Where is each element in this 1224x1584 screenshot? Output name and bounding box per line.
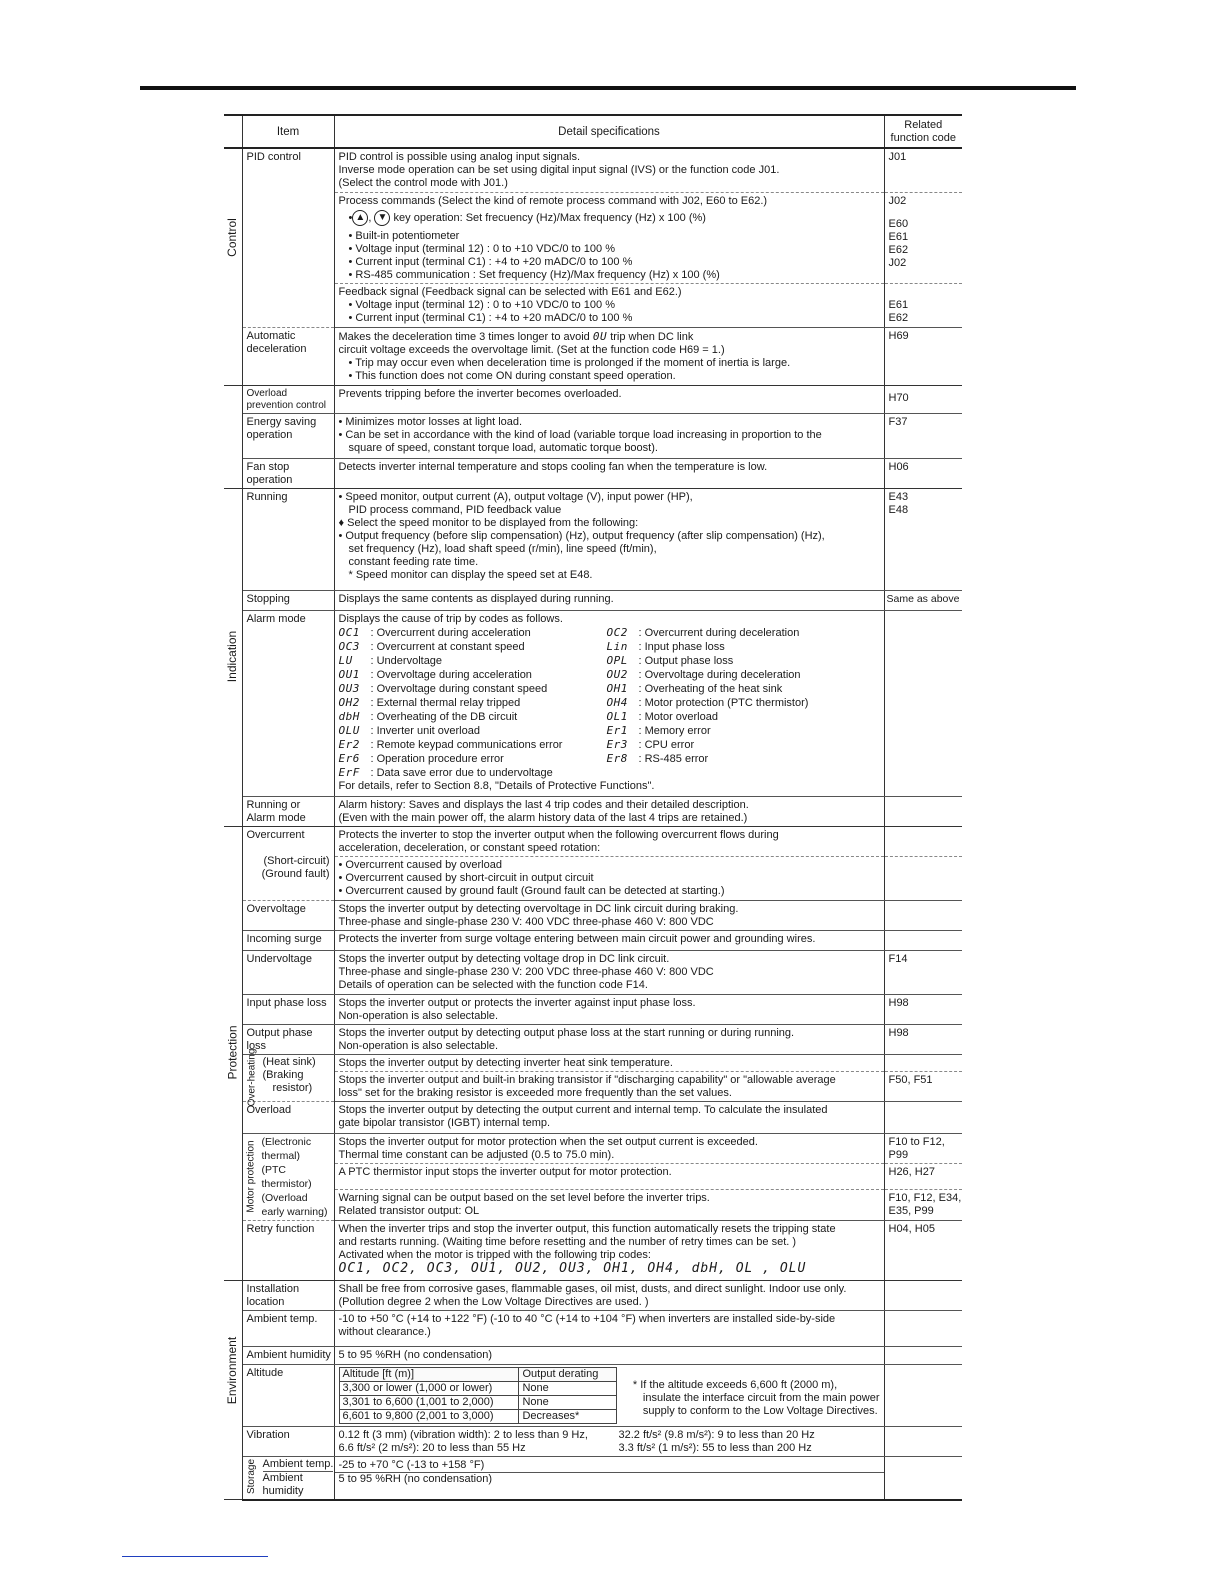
up-key-icon: ▲: [352, 210, 368, 226]
code-f37: F37: [884, 413, 962, 458]
alarm-code-entry: [339, 766, 607, 780]
alarm-code: OU1: [338, 667, 360, 681]
alarm-code: OC1: [338, 625, 360, 639]
code-f50-f51: F50, F51: [884, 1071, 962, 1101]
code-h98-output: H98: [884, 1024, 962, 1054]
alarm-mode-detail: Displays the cause of trip by codes as follows. OC1 : Overcurrent during acceleration OC2 : Overcurrent during deceleration OC3 : Overcurrent at constant speed Lin : Input phase loss LU : Undervoltage OPL : Output phase loss OU1 : Overvoltage during acceleration OU2 : Overvoltage during deceleration OU3 : Overvoltage during constant speed OH1 : Overheating of the heat sink OH2 : External thermal relay tripped OH4 : Motor protection (PTC thermistor) dbH : Overheating of the DB circuit OL1 : Motor overload OLU : Inverter unit overload Er1 : Memory error Er2 : Remote keypad communications error Er3 : CPU error Er6 : Operation procedure error Er8 : RS-485 error ErF : Data save error due to undervoltage For details, refer to Section 8.8, "Details of Protective Functions".: [334, 610, 884, 796]
auto-decel-detail: Makes the deceleration time 3 times longer to avoid 0U trip when DC link circuit voltage exceeds the overvoltage limit. (Set at the function code H69 = 1.) • Trip may occur even when deceleration time is prolonged if the moment of inertia is large. • This function does not come ON during constant speed operation.: [334, 327, 884, 385]
alarm-description: : Memory error: [638, 724, 711, 737]
altitude-row: [339, 1395, 616, 1409]
alarm-code: Er6: [338, 751, 360, 765]
alarm-code-entry: [607, 710, 869, 724]
item-running: Running: [242, 488, 334, 590]
alarm-description: : Overvoltage during constant speed: [370, 682, 548, 695]
output-derating: None: [519, 1395, 616, 1409]
alarm-description: : CPU error: [638, 738, 695, 751]
retry-detail: When the inverter trips and stop the inverter output, this function automatically resets the tripping state and restarts running. (Waiting time before resetting and the number of retry times can be set. ) Activated when the motor is tripped with the following trip codes: OC1, OC2, OC3, OU1, OU2, OU3, OH1, OH4, dbH, OL , OLU: [334, 1220, 884, 1280]
installation-detail: Shall be free from corrosive gases, flammable gases, oil mist, dusts, and direct sunlight. Indoor use only. (Pollution degree 2 when the Low Voltage Directives are used. ): [334, 1280, 884, 1310]
item-overload-prevention: Overload prevention control: [242, 385, 334, 413]
alarm-code: OU3: [338, 681, 360, 695]
alarm-history-detail: Alarm history: Saves and displays the last 4 trip codes and their detailed description. (Even with the main power off, the alarm history data of the last 4 trips are retained.): [334, 796, 884, 826]
code-h69: H69: [884, 327, 962, 385]
storage-label: Storage: [246, 1458, 257, 1495]
altitude-row: [339, 1381, 616, 1395]
header-item: Item: [242, 115, 334, 148]
section-environment: Environment: [225, 1336, 240, 1405]
alarm-code: OH2: [338, 695, 360, 709]
overcurrent-detail: Protects the inverter to stop the inverter output when the following overcurrent flows during acceleration, deceleration, or constant speed rotation:: [334, 826, 884, 856]
alarm-code-entry: [339, 738, 607, 752]
alarm-code: OLU: [338, 723, 360, 737]
top-rule: [140, 86, 1076, 90]
item-overcurrent: Overcurrent (Short-circuit) (Ground fault): [242, 826, 334, 900]
overheat-heatsink-detail: Stops the inverter output by detecting inverter heat sink temperature.: [334, 1054, 884, 1071]
overheat-braking-detail: Stops the inverter output and built-in braking transistor if "discharging capability" or "allowable average loss" set for the braking resistor is exceeded more frequently than the set values.: [334, 1071, 884, 1101]
item-overvoltage: Overvoltage: [242, 900, 334, 930]
code-f14: F14: [884, 950, 962, 994]
code-h26-h27: H26, H27: [884, 1163, 962, 1189]
alarm-code-entry: [607, 766, 869, 780]
spec-table: [224, 114, 962, 1506]
codes-feedback: E61 E62: [884, 283, 962, 327]
item-energy-saving: Energy saving operation: [242, 413, 334, 458]
overcurrent-causes: • Overcurrent caused by overload • Overcurrent caused by short-circuit in output circuit • Overcurrent caused by ground fault (Ground fault can be detected at starting.): [334, 856, 884, 900]
codes-running: E43 E48: [884, 488, 962, 590]
motor-ptc-detail: A PTC thermistor input stops the inverter output for motor protection.: [334, 1163, 884, 1189]
undervoltage-detail: Stops the inverter output by detecting voltage drop in DC link circuit. Three-phase and single-phase 230 V: 200 VDC three-phase 460 V: 800 VDC Details of operation can be selected with the function code F14.: [334, 950, 884, 994]
alarm-code-entry: [339, 752, 607, 766]
alarm-description: : Overvoltage during acceleration: [370, 668, 532, 681]
alarm-description: : Motor protection (PTC thermistor): [638, 696, 809, 709]
fan-stop-detail: Detects inverter internal temperature and stops cooling fan when the temperature is low.: [334, 458, 884, 488]
alarm-description: : Operation procedure error: [370, 752, 504, 765]
header-detail: Detail specifications: [334, 115, 884, 148]
section-indication: Indication: [225, 630, 240, 683]
retry-trip-codes: OC1, OC2, OC3, OU1, OU2, OU3, OH1, OH4, dbH, OL , OLU: [338, 1260, 807, 1276]
code-h98-input: H98: [884, 994, 962, 1024]
item-altitude: Altitude: [242, 1364, 334, 1426]
item-storage: Storage Ambient temp. Ambient humidity: [242, 1456, 334, 1500]
item-fan-stop: Fan stop operation: [242, 458, 334, 488]
energy-saving-detail: • Minimizes motor losses at light load. • Can be set in accordance with the kind of load (variable torque load increasing in proportion to the square of speed, constant torque load, automatic torque boost).: [334, 413, 884, 458]
alarm-code: OPL: [606, 653, 628, 667]
alarm-code-entry: [339, 724, 607, 738]
item-vibration: Vibration: [242, 1426, 334, 1456]
alarm-code: OU2: [606, 667, 628, 681]
alarm-code-list: [339, 626, 880, 780]
item-retry-function: Retry function: [242, 1220, 334, 1280]
alarm-code-entry: [607, 696, 869, 710]
item-ambient-temp: Ambient temp.: [242, 1310, 334, 1346]
alarm-code-entry: [339, 696, 607, 710]
altitude-note: * If the altitude exceeds 6,600 ft (2000 m), insulate the interface circuit from the main power supply to conform to the Low Voltage Directives.: [632, 1378, 880, 1417]
alarm-code: OL1: [606, 709, 628, 723]
alarm-description: : Undervoltage: [370, 654, 443, 667]
alarm-code-entry: [339, 640, 607, 654]
alarm-code: OH4: [606, 695, 628, 709]
alarm-code: OH1: [606, 681, 628, 695]
alarm-code-entry: [607, 752, 869, 766]
vibration-detail: 0.12 ft (3 mm) (vibration width): 2 to less than 9 Hz, 6.6 ft/s² (2 m/s²): 20 to less than 55 Hz 32.2 ft/s² (9.8 m/s²): 9 to less than 20 Hz 3.3 ft/s² (1 m/s²): 55 to less than 200 Hz: [334, 1426, 884, 1456]
bottom-rule: [122, 1556, 268, 1557]
alarm-code: ErF: [338, 765, 360, 779]
ambient-temp-detail: -10 to +50 °C (+14 to +122 °F) (-10 to 40 °C (+14 to +104 °F) when inverters are installed side-by-side without clearance.): [334, 1310, 884, 1346]
alarm-description: : Data save error due to undervoltage: [370, 766, 553, 779]
stopping-detail: Displays the same contents as displayed during running.: [334, 590, 884, 610]
alarm-code-entry: [607, 668, 869, 682]
alarm-code: dbH: [338, 709, 360, 723]
altitude-range: 3,300 or lower (1,000 or lower): [339, 1381, 519, 1395]
alarm-description: : Overcurrent at constant speed: [370, 640, 525, 653]
over-heating-label: Over-heating: [246, 1048, 257, 1107]
alarm-code-entry: [607, 654, 869, 668]
code-h06: H06: [884, 458, 962, 488]
output-derating: Decreases*: [519, 1409, 616, 1423]
incoming-surge-detail: Protects the inverter from surge voltage entering between main circuit power and grounding wires.: [334, 930, 884, 950]
alarm-code: OC2: [606, 625, 628, 639]
storage-detail: -25 to +70 °C (-13 to +158 °F) 5 to 95 %RH (no condensation): [334, 1456, 884, 1500]
alarm-description: : Input phase loss: [638, 640, 725, 653]
alarm-description: : Overcurrent during deceleration: [638, 626, 800, 639]
alarm-code-entry: [607, 682, 869, 696]
code-same-as-above: Same as above: [884, 590, 962, 610]
overload-detail: Stops the inverter output by detecting the output current and internal temp. To calculate the insulated gate bipolar transistor (IGBT) internal temp.: [334, 1101, 884, 1133]
input-phase-detail: Stops the inverter output or protects the inverter against input phase loss. Non-operation is also selectable.: [334, 994, 884, 1024]
alarm-code-entry: [339, 682, 607, 696]
alarm-description: : External thermal relay tripped: [370, 696, 521, 709]
storage-ambient-temp-label: Ambient temp.: [262, 1457, 334, 1470]
altitude-range: 3,301 to 6,600 (1,001 to 2,000): [339, 1395, 519, 1409]
alarm-description: : Remote keypad communications error: [370, 738, 563, 751]
item-alarm-mode: Alarm mode: [242, 610, 334, 796]
alarm-description: : Overcurrent during acceleration: [370, 626, 531, 639]
alarm-description: : Overheating of the heat sink: [638, 682, 783, 695]
alarm-description: : Motor overload: [638, 710, 718, 723]
altitude-derating-table: [339, 1367, 617, 1424]
item-motor-protection: Motor protection (Electronic thermal) (PTC thermistor) (Overload early warning): [242, 1133, 334, 1220]
alarm-code-entry: [607, 626, 869, 640]
output-derating: None: [519, 1381, 616, 1395]
alarm-code: Lin: [606, 639, 628, 653]
alarm-code: Er3: [606, 737, 628, 751]
item-output-phase-loss: Output phase loss: [242, 1024, 334, 1054]
overload-prevention-detail: Prevents tripping before the inverter becomes overloaded.: [334, 385, 884, 413]
item-installation-location: Installation location: [242, 1280, 334, 1310]
item-incoming-surge: Incoming surge: [242, 930, 334, 950]
codes-early-warning: F10, F12, E34, E35, P99: [884, 1190, 962, 1220]
alarm-code: OC3: [338, 639, 360, 653]
alarm-description: : Output phase loss: [638, 654, 734, 667]
item-undervoltage: Undervoltage: [242, 950, 334, 994]
item-input-phase-loss: Input phase loss: [242, 994, 334, 1024]
pid-feedback: Feedback signal (Feedback signal can be selected with E61 and E62.) • Voltage input (terminal 12) : 0 to +10 VDC/0 to 100 % • Current input (terminal C1) : +4 to +20 mADC/0 to 100 %: [334, 283, 884, 327]
codes-process: J02 E60 E61 E62 J02: [884, 192, 962, 283]
alarm-code-entry: [607, 738, 869, 752]
alarm-description: : RS-485 error: [638, 752, 709, 765]
alarm-code-entry: [607, 640, 869, 654]
alarm-description: : Overheating of the DB circuit: [370, 710, 518, 723]
alarm-code: Er2: [338, 737, 360, 751]
item-stopping: Stopping: [242, 590, 334, 610]
alarm-code-entry: [339, 668, 607, 682]
ambient-humidity-detail: 5 to 95 %RH (no condensation): [334, 1346, 884, 1364]
altitude-detail: [334, 1364, 884, 1426]
code-j01: J01: [884, 148, 962, 192]
alarm-code: Er8: [606, 751, 628, 765]
alarm-code-entry: [339, 654, 607, 668]
down-key-icon: ▼: [374, 210, 390, 226]
item-overload: Overload: [242, 1101, 334, 1133]
section-protection: Protection: [225, 1025, 240, 1080]
alarm-code-entry: [339, 626, 607, 640]
motor-thermal-detail: Stops the inverter output for motor protection when the set output current is exceeded. Thermal time constant can be adjusted (0.5 to 75.0 min).: [334, 1133, 884, 1163]
code-h70: H70: [884, 385, 962, 413]
item-automatic-deceleration: Automatic deceleration: [242, 327, 334, 385]
altitude-row: [339, 1409, 616, 1423]
overvoltage-detail: Stops the inverter output by detecting overvoltage in DC link circuit during braking. Three-phase and single-phase 230 V: 400 VDC three-phase 460 V: 800 VDC: [334, 900, 884, 930]
motor-protection-label: Motor protection: [246, 1140, 258, 1213]
section-control: Control: [225, 217, 240, 257]
code-h04-h05: H04, H05: [884, 1220, 962, 1280]
item-running-or-alarm: Running or Alarm mode: [242, 796, 334, 826]
altitude-range: 6,601 to 9,800 (2,001 to 3,000): [339, 1409, 519, 1423]
codes-electronic-thermal: F10 to F12, P99: [884, 1133, 962, 1163]
altitude-header: Altitude [ft (m)]: [339, 1367, 519, 1381]
alarm-description: : Overvoltage during deceleration: [638, 668, 801, 681]
running-detail: • Speed monitor, output current (A), output voltage (V), input power (HP), PID process command, PID feedback value ♦ Select the speed monitor to be displayed from the following: • Output frequency (before slip compensation) (Hz), output frequency (after slip compensation) (Hz), set frequency (Hz), load shaft speed (r/min), line speed (ft/min), constant feeding rate time. * Speed monitor can display the speed set at E48.: [334, 488, 884, 590]
alarm-description: : Inverter unit overload: [370, 724, 480, 737]
derating-header: Output derating: [519, 1367, 616, 1381]
alarm-code: LU: [338, 653, 353, 667]
alarm-code: Er1: [606, 723, 628, 737]
alarm-code-entry: [339, 710, 607, 724]
item-ambient-humidity: Ambient humidity: [242, 1346, 334, 1364]
header-related: Related function code: [884, 115, 962, 148]
motor-early-warning-detail: Warning signal can be output based on the set level before the inverter trips. Related transistor output: OL: [334, 1190, 884, 1220]
pid-process-commands: Process commands (Select the kind of remote process command with J02, E60 to E62.) • ▲ , ▼ key operation: Set frecuency (Hz)/Max frequency (Hz) x 100 (%) • Built-in potentiometer • Voltage input (terminal 12) : 0 to +10 VDC/0 to 100 % • Current input (terminal C1) : +4 to +20 mADC/0 to 100 % • RS-485 communication : Set frequency (Hz)/Max frequency (Hz) x 100 (%): [334, 192, 884, 283]
output-phase-detail: Stops the inverter output by detecting output phase loss at the start running or during running. Non-operation is also selectable.: [334, 1024, 884, 1054]
item-pid-control: PID control: [242, 148, 334, 327]
pid-detail: PID control is possible using analog input signals. Inverse mode operation can be set using digital input signal (IVS) or the function code J01. (Select the control mode with J01.): [334, 148, 884, 192]
item-overheating: Over-heating (Heat sink) (Braking resistor): [242, 1054, 334, 1101]
alarm-code-entry: [607, 724, 869, 738]
